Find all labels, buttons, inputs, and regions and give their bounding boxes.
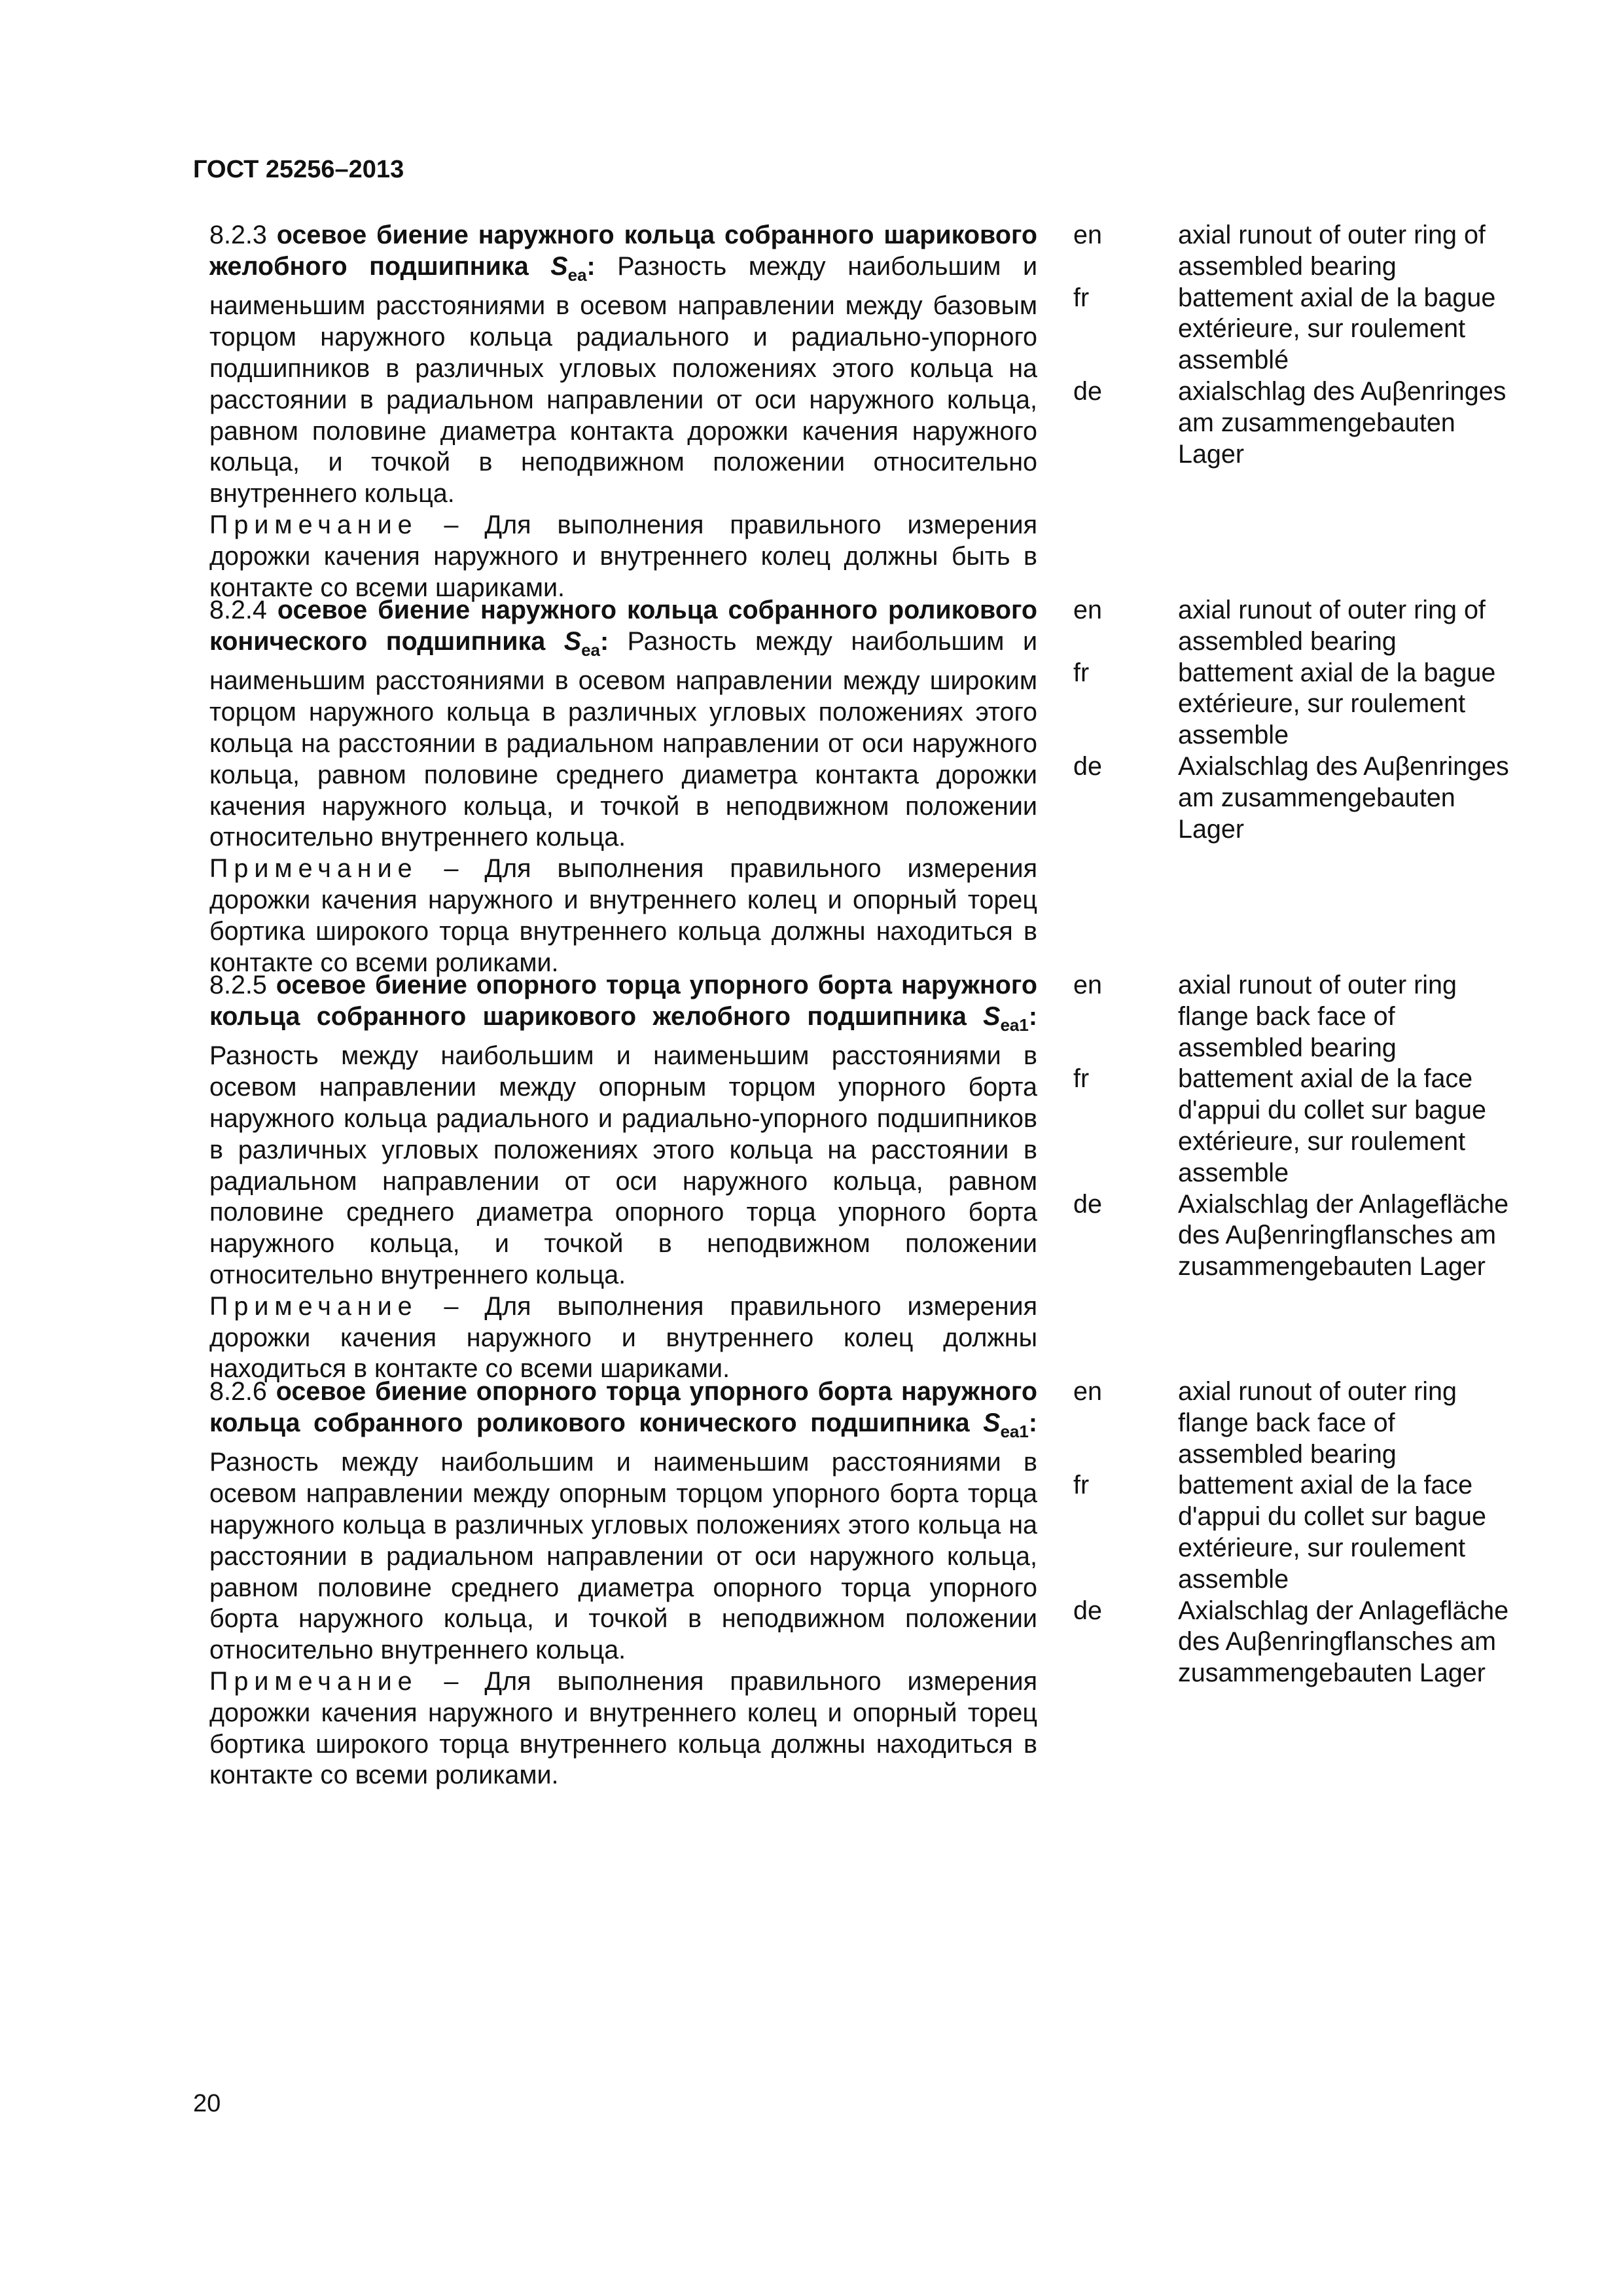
term-russian [209,1376,1037,1791]
term-number: 8.2.4 [209,596,277,624]
note-text: – Для выполнения правильного измерения дорожки качения наружного и внутреннего колец и опорный торец бортика широкого торца внутреннего кольца должны находиться в контакте со всеми роликами. [209,854,1037,977]
note-text: – Для выполнения правильного измерения дорожки качения наружного и внутреннего колец должны быть в контакте со всеми шариками. [209,511,1037,602]
definition-text: Разность между наибольшим и наименьшим расстояниями в осевом направлении между широким торцом наружного кольца в различных угловых положениях этого кольца на расстоянии в радиальном направлении от оси наружного кольца, равном половине среднего диаметра контакта дорожки качения наружного кольца, и точкой в неподвижном положении относительно внутреннего кольца. [209,626,1038,852]
note-label: Примечание [209,1667,418,1696]
term-russian [209,970,1037,1384]
term-entry [209,595,1518,977]
term-title: осевое биение опорного торца упорного борта наружного кольца собранного шарикового желобного подшипника [209,971,1037,1031]
term-number: 8.2.5 [209,971,276,999]
term-title: осевое биение наружного кольца собранного шарикового желобного подшипника [209,221,1038,281]
translation-en [1073,1376,1518,1470]
term-entry [209,220,1518,602]
term-number: 8.2.3 [209,221,277,249]
page-number: 20 [193,2090,221,2117]
lang-code: de [1073,1596,1102,1625]
lang-code: en [1073,971,1102,999]
translation-fr [1073,1064,1518,1189]
lang-code: fr [1073,658,1090,687]
note-label: Примечание [209,511,418,540]
term-definition: 8.2.5 осевое биение опорного торца упорного борта наружного кольца собранного шарикового желобного подшипника $S_{ea1}$: Разность между наибольшим и наименьшим расстояниями в осевом направлении между опорным торцом упорного борта наружного кольца радиального и радиально-упорного подшипников в различных угловых положениях этого кольца на расстоянии в радиальном направлении от оси наружного кольца, равном половине среднего диаметра опорного торца упорного борта наружного кольца, и точкой в неподвижном положении относительно внутреннего кольца. [209,971,1037,1290]
translation-text: axial runout of outer ring of assembled bearing [1178,596,1486,656]
translation-fr [1073,283,1518,376]
note-label: Примечание [209,1291,418,1321]
translation-en [1073,595,1518,658]
note-label: Примечание [209,854,418,884]
term-symbol: $S_{ea}$ [563,626,601,660]
lang-code: en [1073,596,1102,624]
translation-en [1073,970,1518,1064]
translation-text: axial runout of outer ring flange back face of assembled bearing [1178,1377,1457,1469]
term-definition: 8.2.3 осевое биение наружного кольца собранного шарикового желобного подшипника $S_{ea}$: Разность между наибольшим и наименьшим расстояниями в осевом направлении между базовым торцом наружного кольца радиального и радиально-упорного подшипников в различных угловых положениях этого кольца на расстоянии в радиальном направлении от оси наружного кольца, равном половине диаметра контакта дорожки качения наружного кольца, и точкой в неподвижном положении относительно внутреннего кольца. [209,221,1038,509]
term-definition: 8.2.6 осевое биение опорного торца упорного борта наружного кольца собранного роликового конического подшипника $S_{ea1}$: Разность между наибольшим и наименьшим расстояниями в осевом направлении между опорным торцом упорного борта торца наружного кольца в различных угловых положениях этого кольца на расстоянии в радиальном направлении от оси наружного кольца, равном половине среднего диаметра опорного торца упорного борта наружного кольца, и точкой в неподвижном положении относительно внутреннего кольца. [209,1377,1037,1665]
definition-text: Разность между наибольшим и наименьшим расстояниями в осевом направлении между опорным торцом упорного борта торца наружного кольца в различных угловых положениях этого кольца на расстоянии в радиальном направлении от оси наружного кольца, равном половине среднего диаметра опорного торца упорного борта наружного кольца, и точкой в неподвижном положении относительно внутреннего кольца. [209,1448,1037,1665]
term-definition: 8.2.4 осевое биение наружного кольца собранного роликового конического подшипника $S_{ea}$: Разность между наибольшим и наименьшим расстояниями в осевом направлении между широким торцом наружного кольца в различных угловых положениях этого кольца на расстоянии в радиальном направлении от оси наружного кольца, равном половине среднего диаметра контакта дорожки качения наружного кольца, и точкой в неподвижном положении относительно внутреннего кольца. [209,596,1038,852]
term-title: осевое биение опорного торца упорного борта наружного кольца собранного роликового конического подшипника [209,1377,1037,1437]
term-symbol: $S_{ea1}$ [983,1408,1029,1441]
lang-code: de [1073,1189,1102,1219]
translation-text: Axialschlag des Auβenringes am zusammengebauten Lager [1178,751,1509,844]
translation-text: axial runout of outer ring of assembled bearing [1178,221,1486,281]
translation-en [1073,220,1518,283]
translations [1073,1376,1518,1791]
translation-text: battement axial de la face d'appui du collet sur bague extérieure, sur roulement assemble [1178,1064,1486,1187]
note-text: – Для выполнения правильного измерения дорожки качения наружного и внутреннего колец и опорный торец бортика широкого торца внутреннего кольца должны находиться в контакте со всеми роликами. [209,1667,1037,1790]
translation-text: Axialschlag der Anlagefläche des Auβenringflansches am zusammengebauten Lager [1178,1596,1509,1688]
lang-code: fr [1073,283,1090,312]
term-title: осевое биение наружного кольца собранного роликового конического подшипника [209,596,1038,656]
term-number: 8.2.6 [209,1377,276,1406]
definition-text: Разность между наибольшим и наименьшим расстояниями в осевом направлении между базовым торцом наружного кольца радиального и радиально-упорного подшипников в различных угловых положениях этого кольца на расстоянии в радиальном направлении от оси наружного кольца, равном половине диаметра контакта дорожки качения наружного кольца, и точкой в неподвижном положении относительно внутреннего кольца. [209,251,1038,509]
term-symbol: $S_{ea}$ [550,251,587,285]
term-note [209,510,1037,603]
definition-text: Разность между наибольшим и наименьшим расстояниями в осевом направлении между опорным торцом упорного борта наружного кольца радиального и радиально-упорного подшипников в различных угловых положениях этого кольца на расстоянии в радиальном направлении от оси наружного кольца, равном половине среднего диаметра опорного торца упорного борта наружного кольца, и точкой в неподвижном положении относительно внутреннего кольца. [209,1041,1037,1290]
term-russian [209,595,1038,977]
translations [1073,220,1518,595]
terms-list [209,220,1518,1791]
translation-text: battement axial de la face d'appui du collet sur bague extérieure, sur roulement assemble [1178,1471,1486,1594]
term-note [209,1666,1037,1791]
term-symbol: $S_{ea1}$ [983,1001,1029,1035]
lang-code: de [1073,376,1102,406]
lang-code: en [1073,221,1102,249]
translation-de [1073,1189,1518,1283]
translation-text: axial runout of outer ring flange back face of assembled bearing [1178,971,1457,1062]
translation-de [1073,376,1518,470]
lang-code: fr [1073,1471,1090,1500]
document-header: ГОСТ 25256–2013 [193,156,404,183]
term-entry [209,970,1518,1384]
lang-code: en [1073,1377,1102,1406]
term-russian [209,220,1038,602]
translation-fr [1073,1470,1518,1595]
translation-text: battement axial de la bague extérieure, sur roulement assemble [1178,658,1496,750]
translation-fr [1073,658,1518,751]
lang-code: de [1073,751,1102,781]
translation-de [1073,751,1518,845]
note-text: – Для выполнения правильного измерения дорожки качения наружного и внутреннего колец должны находиться в контакте со всеми шариками. [209,1291,1037,1384]
translations [1073,970,1518,1376]
translation-text: battement axial de la bague extérieure, sur roulement assemblé [1178,283,1496,375]
term-entry [209,1376,1518,1791]
translation-text: axialschlag des Auβenringes am zusammengebauten Lager [1178,376,1507,469]
term-note [209,1291,1037,1385]
term-note [209,853,1037,978]
translations [1073,595,1518,970]
translation-de [1073,1596,1518,1689]
translation-text: Axialschlag der Anlagefläche des Auβenringflansches am zusammengebauten Lager [1178,1189,1509,1282]
lang-code: fr [1073,1064,1090,1094]
